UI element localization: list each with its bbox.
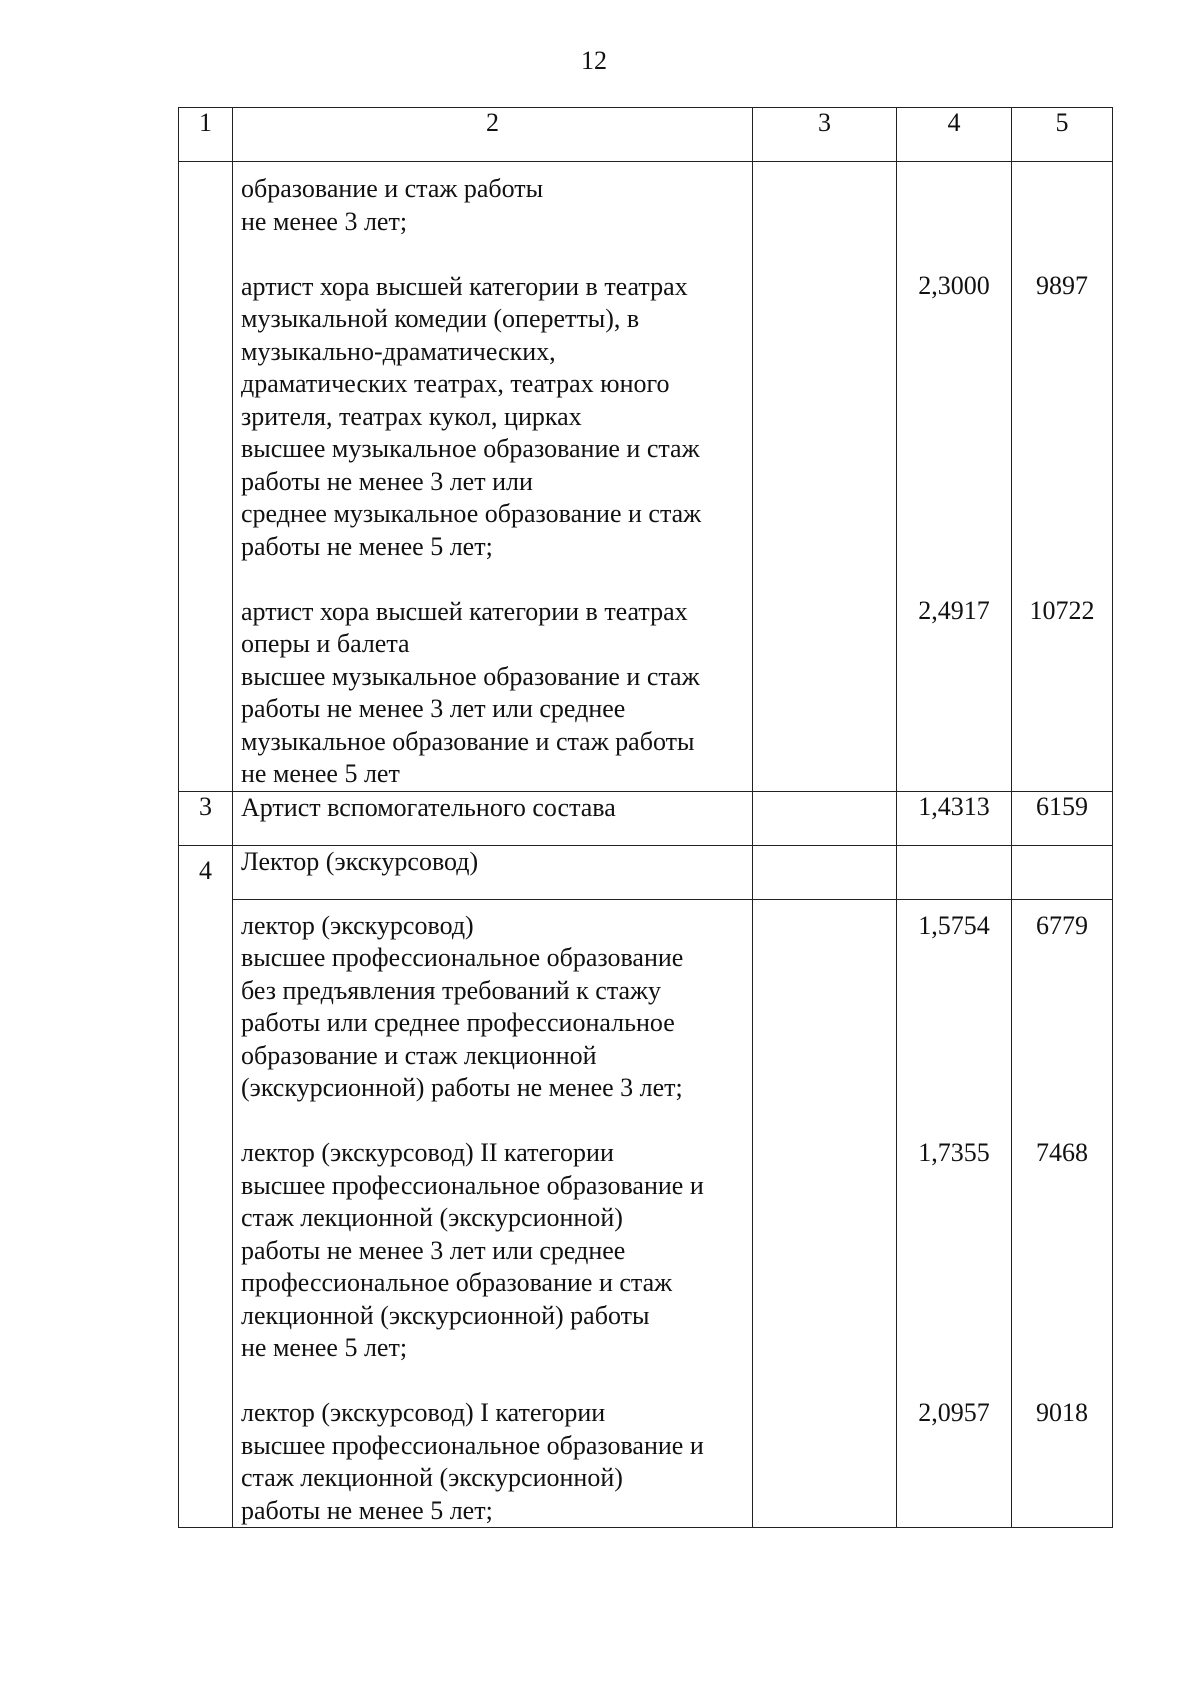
description-cell — [233, 845, 753, 899]
table-row — [179, 845, 1113, 899]
description-text: лектор (экскурсовод) I категории высшее профессиональное образование и стаж лекционной (экскурсионной) работы не менее 5 лет; — [241, 1398, 704, 1525]
description-text: артист хора высшей категории в театрах музыкальной комедии (оперетты), в музыкально-драматических, драматических театрах, театрах юного зрителя, театрах кукол, цирках высшее музыкальное образование и стаж работы не менее 3 лет или среднее музыкальное образование и стаж работы не менее 5 лет; — [241, 271, 702, 561]
coefficient-value: 2,0957 — [918, 1397, 990, 1427]
salary-value: 9018 — [1036, 1397, 1088, 1427]
column-header: 1 — [179, 108, 233, 162]
column-header: 2 — [233, 108, 753, 162]
empty-cell — [753, 162, 897, 792]
description-text: артист хора высшей категории в театрах оперы и балета высшее музыкальное образование и стаж работы не менее 3 лет или среднее музыкальное образование и стаж работы не менее 5 лет — [241, 596, 700, 788]
description-cell — [233, 899, 753, 1528]
row-title: Лектор (экскурсовод) — [241, 846, 479, 876]
table-row — [179, 791, 1113, 845]
column-header: 4 — [897, 108, 1012, 162]
salary-cell — [1012, 899, 1113, 1528]
coefficient-value: 1,5754 — [918, 910, 990, 940]
coefficient-value: 2,3000 — [918, 271, 990, 300]
tariff-table — [178, 107, 1113, 1528]
description-cell — [233, 791, 753, 845]
row-number: 4 — [179, 845, 233, 1528]
coefficient-value: 2,4917 — [918, 595, 990, 625]
header-row — [179, 108, 1113, 162]
empty-cell — [753, 845, 897, 899]
empty-cell — [897, 845, 1012, 899]
salary-value: 7468 — [1036, 1138, 1088, 1167]
description-text: лектор (экскурсовод) II категории высшее профессиональное образование и стаж лекционной (экскурсионной) работы не менее 3 лет или среднее профессиональное образование и стаж лекционной (экскурсионной) работы не менее 5 лет; — [241, 1138, 704, 1362]
salary-cell — [1012, 162, 1113, 792]
column-header: 5 — [1012, 108, 1113, 162]
salary-value: 6159 — [1012, 791, 1113, 845]
table-row — [179, 162, 1113, 792]
description-text: образование и стаж работы не менее 3 лет; — [241, 174, 544, 236]
row-title: Артист вспомогательного состава — [241, 792, 616, 822]
salary-value: 10722 — [1029, 595, 1095, 625]
row-number-cell — [179, 162, 233, 792]
empty-cell — [753, 899, 897, 1528]
salary-value: 9897 — [1036, 271, 1088, 300]
page-number: 12 — [581, 46, 607, 75]
column-header: 3 — [753, 108, 897, 162]
coefficient-value: 1,7355 — [918, 1138, 990, 1167]
empty-cell — [1012, 845, 1113, 899]
coefficient-cell — [897, 162, 1012, 792]
salary-value: 6779 — [1036, 910, 1088, 940]
coefficient-value: 1,4313 — [897, 791, 1012, 845]
row-number: 3 — [179, 791, 233, 845]
description-cell — [233, 162, 753, 792]
empty-cell — [753, 791, 897, 845]
coefficient-cell — [897, 899, 1012, 1528]
description-text: лектор (экскурсовод) высшее профессиональное образование без предъявления требований к стажу работы или среднее профессиональное образование и стаж лекционной (экскурсионной) работы не менее 3 лет; — [241, 910, 684, 1102]
table-row — [179, 899, 1113, 1528]
